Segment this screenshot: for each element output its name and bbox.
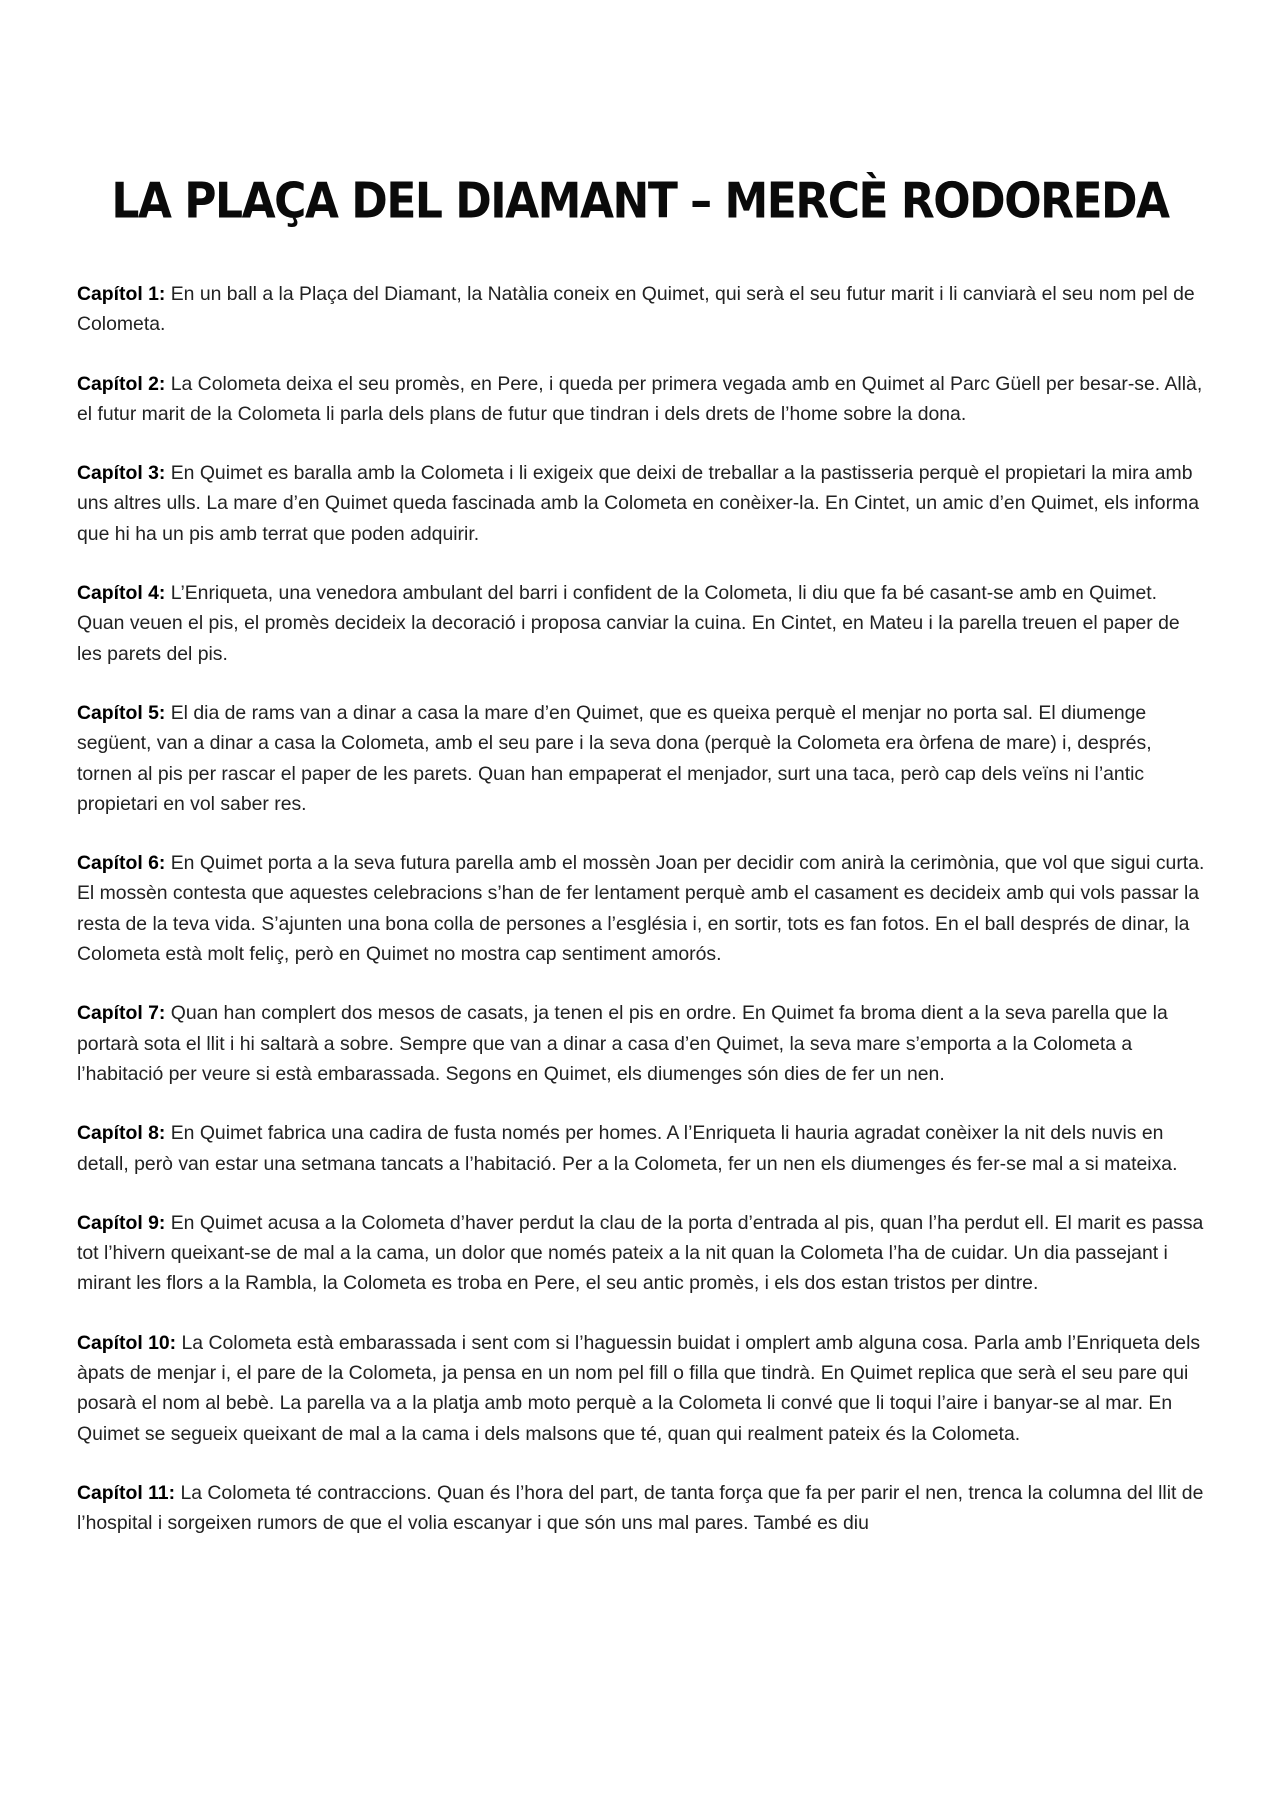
chapter-text: En Quimet acusa a la Colometa d’haver perdut la clau de la porta d’entrada al pis, quan l’ha perdut ell. El marit es passa tot l’hivern queixant-se de mal a la cama, un dolor que només pateix a la nit quan la Colometa l’ha de cuidar. Un dia passejant i mirant les flors a la Rambla, la Colometa es troba en Pere, el seu antic promès, i els dos estan tristos per dintre. [77,1211,1204,1295]
chapter-summary-3 [77,458,1207,549]
chapter-summary-1 [77,279,1207,340]
chapter-label: Capítol 2: [77,372,166,395]
chapter-label: Capítol 3: [77,462,166,485]
chapter-text: L’Enriqueta, una venedora ambulant del barri i confident de la Colometa, li diu que fa bé casant-se amb en Quimet. Quan veuen el pis, el promès decideix la decoració i proposa canviar la cuina. En Cintet, en Mateu i la parella treuen el paper de les parets del pis. [77,582,1180,665]
chapter-label: Capítol 11: [77,1481,176,1504]
chapter-text: En Quimet es baralla amb la Colometa i li exigeix que deixi de treballar a la pastisseria perquè el propietari la mira amb uns altres ulls. La mare d’en Quimet queda fascinada amb la Colometa en conèixer-la. En Cintet, un amic d’en Quimet, els informa que hi ha un pis amb terrat que poden adquirir. [77,462,1199,545]
chapter-label: Capítol 5: [77,701,166,724]
chapter-summary-5 [77,698,1207,819]
chapter-label: Capítol 6: [77,852,166,875]
page-title: LA PLAÇA DEL DIAMANT – MERCÈ RODOREDA [111,172,1169,230]
chapter-summary-2 [77,369,1207,430]
chapter-label: Capítol 7: [77,1002,166,1025]
chapter-summary-4 [77,578,1207,669]
chapter-label: Capítol 1: [77,283,166,305]
chapter-summaries [77,279,1207,1568]
chapter-summary-9 [77,1208,1207,1299]
chapter-text: En Quimet porta a la seva futura parella amb el mossèn Joan per decidir com anirà la cerimònia, que vol que sigui curta. El mossèn contesta que aquestes celebracions s’han de fer lentament perquè amb el casament es decideix amb qui vols passar la resta de la teva vida. S’ajunten una bona colla de persones a l’església i, en sortir, tots es fan fotos. En el ball després de dinar, la Colometa està molt feliç, però en Quimet no mostra cap sentiment amorós. [77,852,1205,966]
chapter-text: El dia de rams van a dinar a casa la mare d’en Quimet, que es queixa perquè el menjar no porta sal. El diumenge següent, van a dinar a casa la Colometa, amb el seu pare i la seva dona (perquè la Colometa era òrfena de mare) i, després, tornen al pis per rascar el paper de les parets. Quan han empaperat el menjador, surt una taca, però cap dels veïns ni l’antic propietari en vol saber res. [77,701,1152,815]
chapter-label: Capítol 4: [77,582,166,605]
chapter-summary-8 [77,1118,1207,1179]
chapter-label: Capítol 8: [77,1122,166,1145]
chapter-text: La Colometa deixa el seu promès, en Pere, i queda per primera vegada amb en Quimet al Parc Güell per besar-se. Allà, el futur marit de la Colometa li parla dels plans de futur que tindran i dels drets de l’home sobre la dona. [77,372,1203,425]
chapter-summary-10 [77,1328,1207,1449]
chapter-summary-6 [77,848,1207,969]
chapter-text: En Quimet fabrica una cadira de fusta només per homes. A l’Enriqueta li hauria agradat conèixer la nit dels nuvis en detall, però van estar una setmana tancats a l’habitació. Per a la Colometa, fer un nen els diumenges és fer-se mal a si mateixa. [77,1122,1178,1175]
chapter-text: La Colometa està embarassada i sent com si l’haguessin buidat i omplert amb alguna cosa. Parla amb l’Enriqueta dels àpats de menjar i, el pare de la Colometa, ja pensa en un nom pel fill o filla que tindrà. En Quimet replica que serà el seu pare qui posarà el nom al bebè. La parella va a la platja amb moto perquè a la Colometa li convé que li toqui l’aire i banyar-se al mar. En Quimet se segueix queixant de mal a la cama i dels malsons que té, quan qui realment pateix és la Colometa. [77,1331,1201,1445]
chapter-label: Capítol 9: [77,1211,166,1234]
chapter-label: Capítol 10: [77,1331,177,1354]
chapter-text: La Colometa té contraccions. Quan és l’hora del part, de tanta força que fa per parir el nen, trenca la columna del llit de l’hospital i sorgeixen rumors de que el volia escanyar i que són uns mal pares. També es diu [77,1481,1204,1535]
chapter-summary-7 [77,998,1207,1089]
chapter-text: Quan han complert dos mesos de casats, ja tenen el pis en ordre. En Quimet fa broma dient a la seva parella que la portarà sota el llit i hi saltarà a sobre. Sempre que van a dinar a casa d’en Quimet, la seva mare s’emporta a la Colometa a l’habitació per veure si està embarassada. Segons en Quimet, els diumenges són dies de fer un nen. [77,1002,1168,1085]
chapter-summary-11 [77,1478,1207,1539]
chapter-text: En un ball a la Plaça del Diamant, la Natàlia coneix en Quimet, qui serà el seu futur marit i li canviarà el seu nom pel de Colometa. [77,283,1195,336]
